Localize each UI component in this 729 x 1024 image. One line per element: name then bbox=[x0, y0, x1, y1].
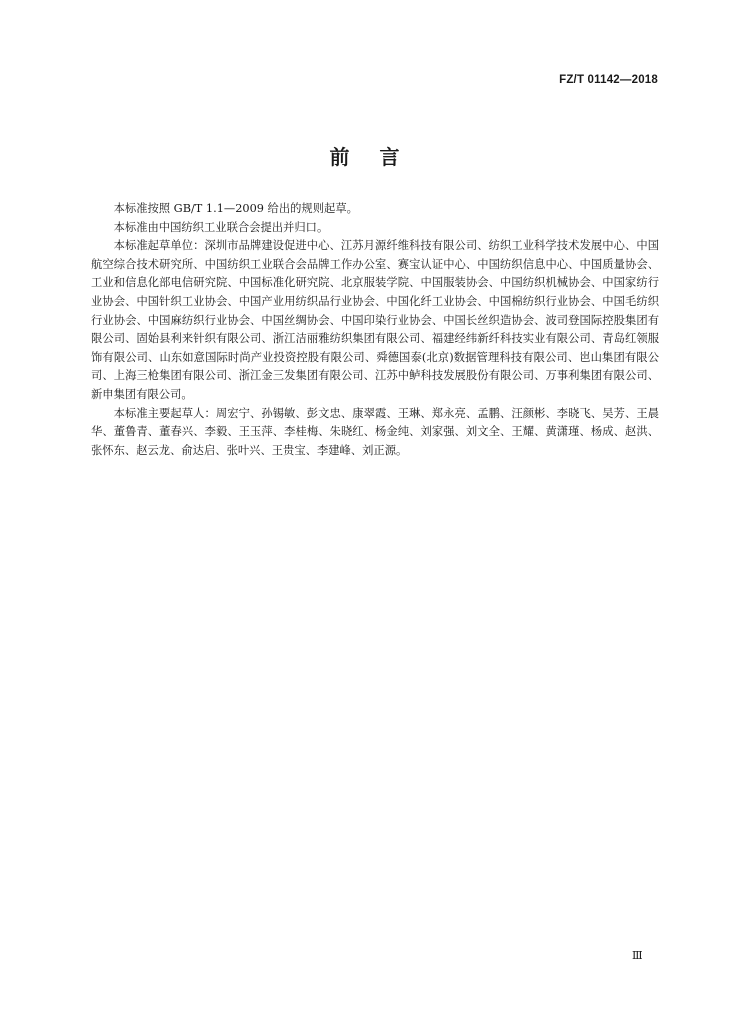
page-title: 前言 bbox=[329, 145, 430, 169]
paragraph-proposer: 本标准由中国纺织工业联合会提出并归口。 bbox=[113, 220, 329, 234]
paragraph-drafting-rules: 本标准按照 GB/T 1.1—2009 给出的规则起草。 bbox=[113, 202, 358, 215]
page-number: Ⅲ bbox=[632, 949, 643, 962]
preface-body bbox=[91, 200, 659, 460]
paragraph-main-drafters: 本标准主要起草人：周宏宁、孙锡敏、彭文忠、康翠霞、王琳、郑永亮、孟鹏、汪颜彬、李晓飞、吴芳、王晨华、董鲁青、董春兴、李毅、王玉萍、李桂梅、朱晓红、杨金纯、刘家强、刘文全、王耀、黄潇瑾、杨成、赵洪、张怀东、赵云龙、俞达启、张叶兴、王贵宝、李建峰、刘正源。 bbox=[91, 406, 659, 457]
standard-code: FZ/T 01142—2018 bbox=[559, 74, 658, 86]
paragraph-drafting-units: 本标准起草单位：深圳市品牌建设促进中心、江苏月源纤维科技有限公司、纺织工业科学技术发展中心、中国航空综合技术研究所、中国纺织工业联合会品牌工作办公室、赛宝认证中心、中国纺织信息中心、中国质量协会、工业和信息化部电信研究院、中国标准化研究院、北京服装学院、中国服装协会、中国纺织机械协会、中国家纺行业协会、中国针织工业协会、中国产业用纺织品行业协会、中国化纤工业协会、中国棉纺织行业协会、中国毛纺织行业协会、中国麻纺织行业协会、中国丝绸协会、中国印染行业协会、中国长丝织造协会、波司登国际控股集团有限公司、固始县利来针织有限公司、浙江洁丽雅纺织集团有限公司、福建经纬新纤科技实业有限公司、青岛红领服饰有限公司、山东如意国际时尚产业投资控股有限公司、舜德国泰(北京)数据管理科技有限公司、岜山集团有限公司、上海三枪集团有限公司、浙江金三发集团有限公司、江苏中鲈科技发展股份有限公司、万事利集团有限公司、新申集团有限公司。 bbox=[91, 239, 659, 401]
